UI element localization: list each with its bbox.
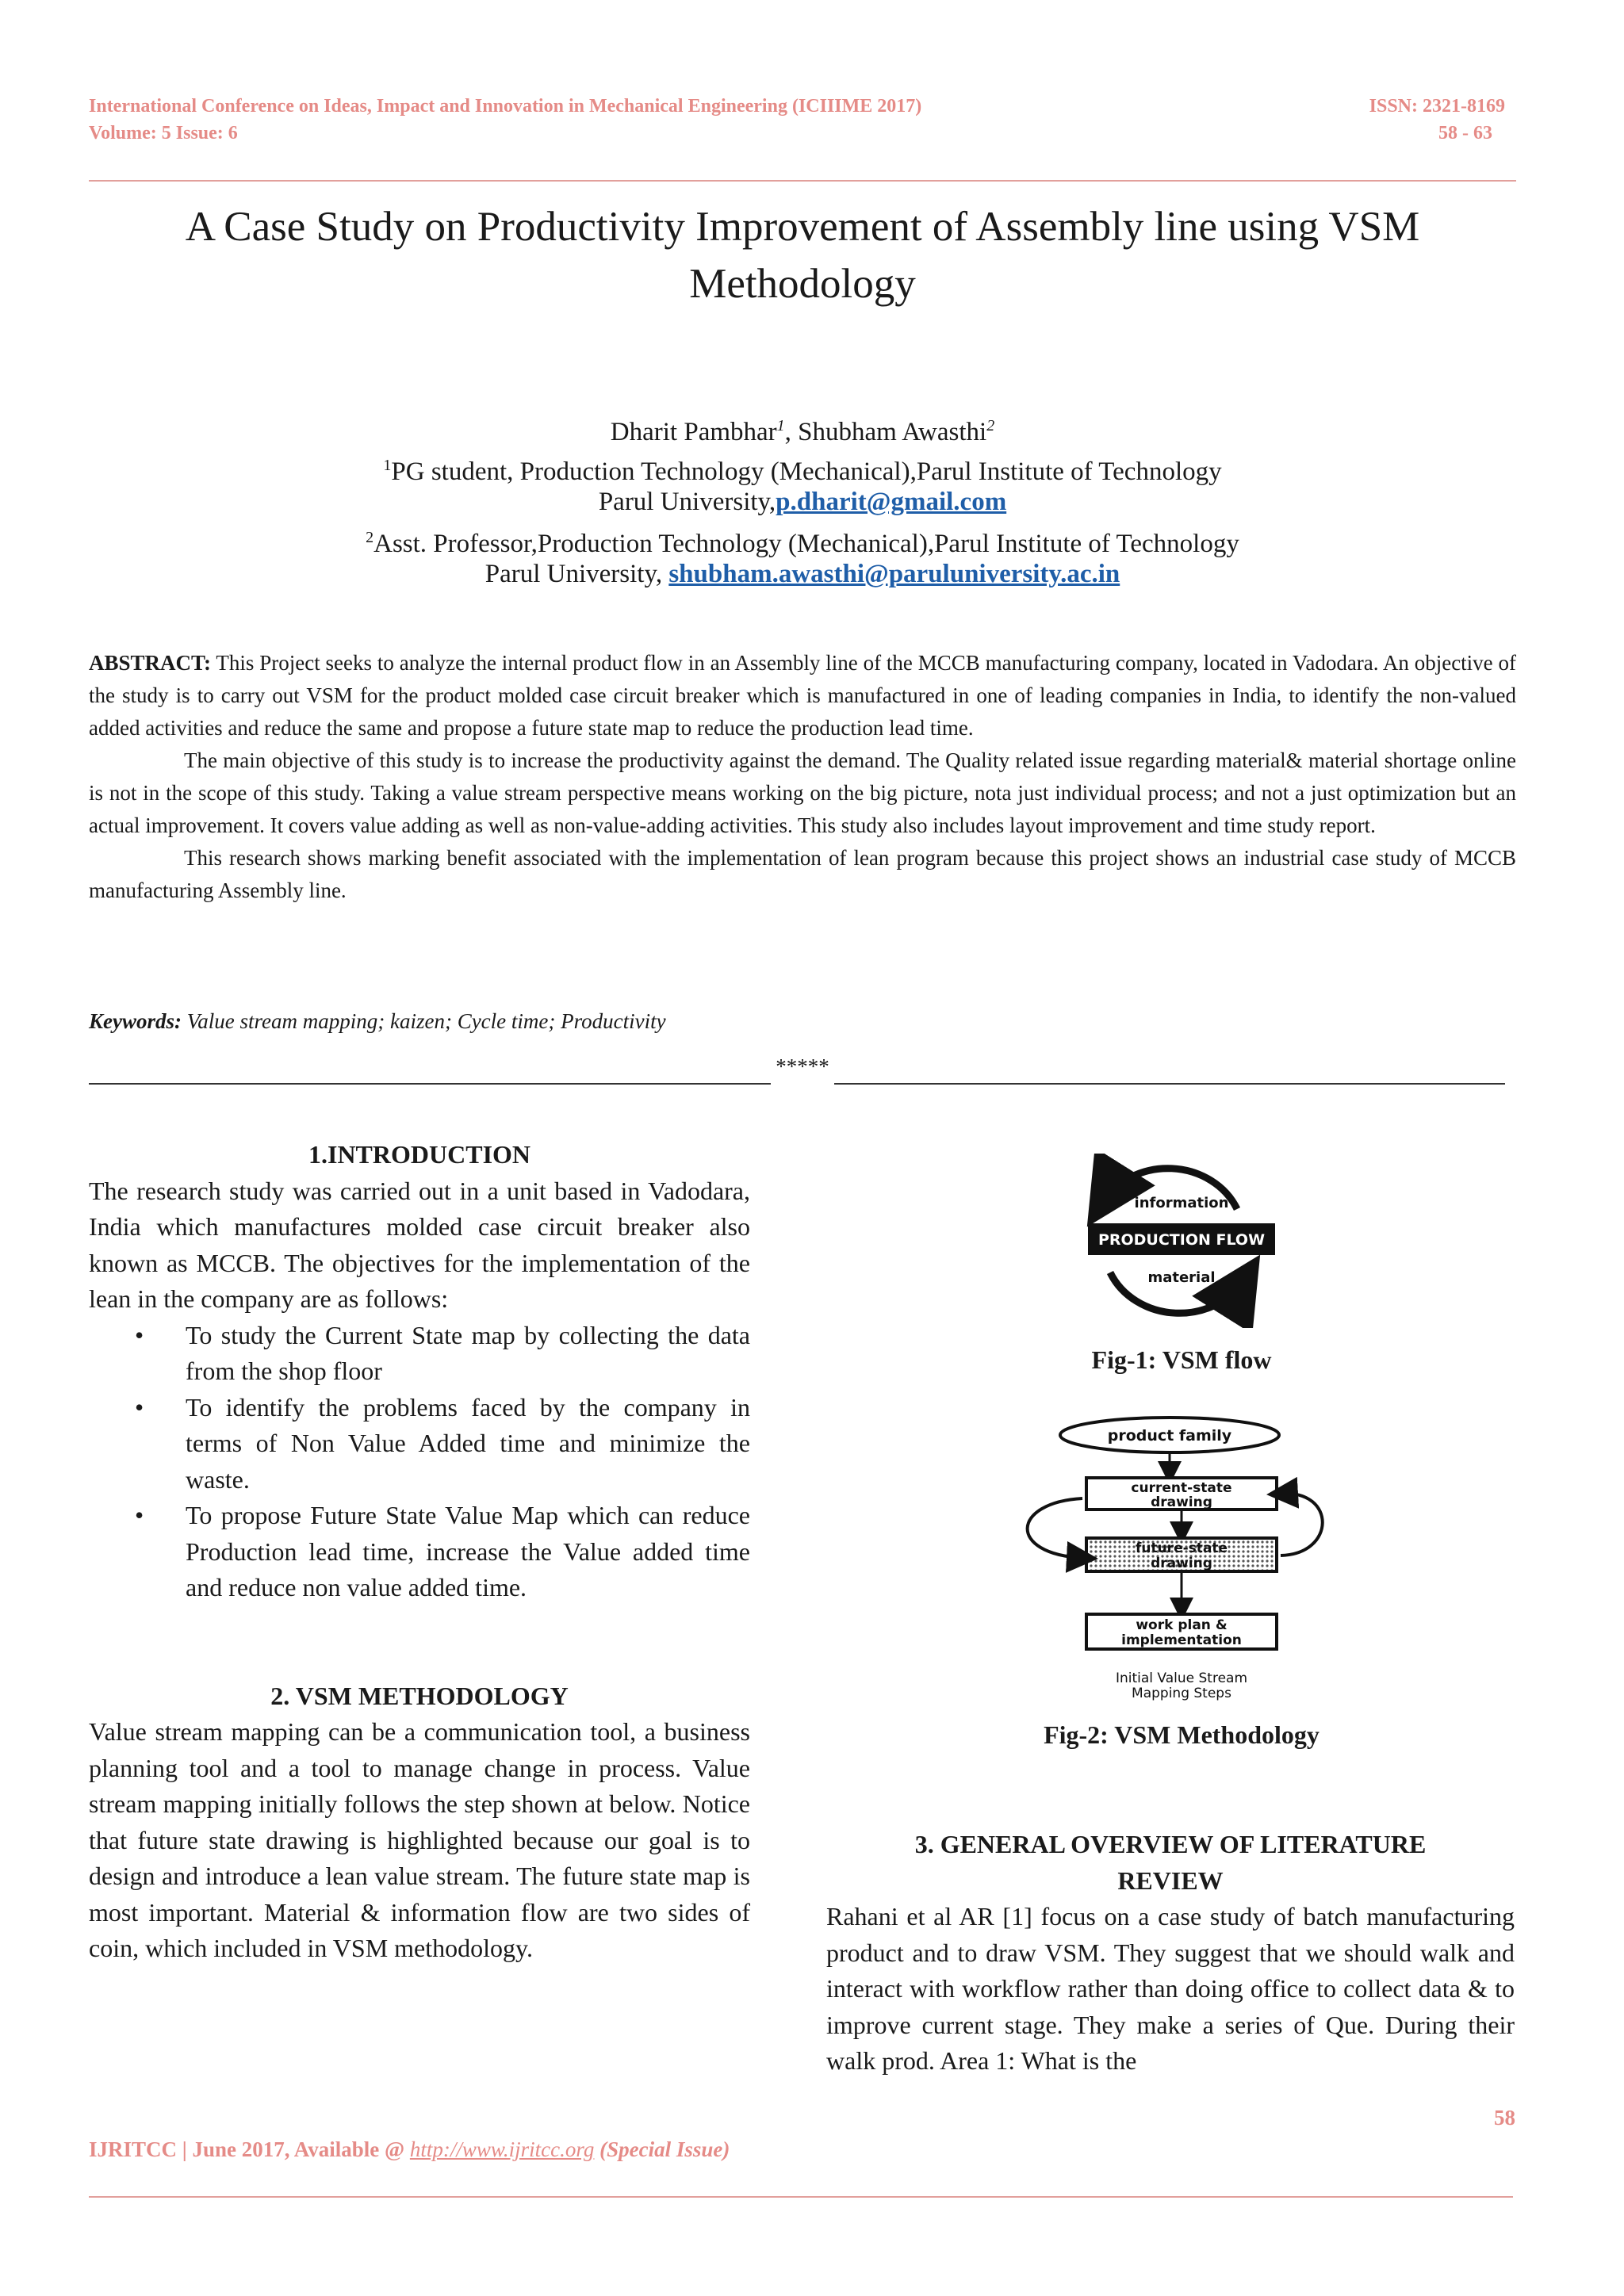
- objectives-list: [89, 1318, 750, 1606]
- future-state-label: future-state: [1135, 1540, 1228, 1556]
- abstract: [89, 647, 1516, 907]
- author-2-sup: 2: [986, 417, 995, 434]
- list-item-text: To propose Future State Value Map which can reduce Production lead time, increase the Value added time and reduce non value added time.: [186, 1501, 750, 1601]
- list-item-text: To study the Current State map by collecting the data from the shop floor: [186, 1320, 750, 1385]
- affiliation-1-line2: [0, 484, 1605, 520]
- author-1-sup: 1: [776, 417, 785, 434]
- conference-name: International Conference on Ideas, Impact and Innovation in Mechanical Engineering (ICIIIME 2017): [89, 96, 922, 117]
- footer-url-link[interactable]: http://www.ijritcc.org: [409, 2137, 595, 2161]
- keywords-text: Value stream mapping; kaizen; Cycle time; Productivity: [186, 1009, 666, 1033]
- list-item: [89, 1498, 750, 1606]
- footer-rule: [89, 2196, 1513, 2198]
- volume-issue: Volume: 5 Issue: 6: [89, 123, 238, 144]
- list-item: [89, 1390, 750, 1498]
- left-loop-arrow: [1028, 1498, 1082, 1558]
- affiliation-2-sup: 2: [366, 529, 374, 546]
- intro-text: The research study was carried out in a unit based in Vadodara, India which manufactures molded case circuit breaker also known as MCCB. The objectives for the implementation of the lean in the company are as follows:: [89, 1176, 750, 1313]
- current-state-label-2: drawing: [1151, 1494, 1212, 1510]
- information-label: information: [1134, 1195, 1229, 1211]
- abstract-paragraph-3: This research shows marking benefit associated with the implementation of lean program because this project shows an industrial case study of MCCB manufacturing Assembly line.: [89, 846, 1516, 902]
- page-number: 58: [1494, 2106, 1515, 2130]
- list-item-text: To identify the problems faced by the company in terms of Non Value Added time and minimize the waste.: [186, 1392, 750, 1494]
- vsm-text: Value stream mapping can be a communication tool, a business planning tool and a tool to manage change in process. Value stream mapping initially follows the step shown at below. Notice that future state drawing is highlighted because our goal is to design and introduce a lean value stream. The future state map is most important. Material & information flow are two sides of coin, which included in VSM methodology.: [89, 1717, 750, 1962]
- production-flow-label: PRODUCTION FLOW: [1097, 1231, 1266, 1249]
- affiliation-2-text: Asst. Professor,Production Technology (Mechanical),Parul Institute of Technology: [373, 530, 1239, 558]
- abstract-paragraph-1: [89, 647, 1516, 744]
- issn: ISSN: 2321-8169: [1369, 96, 1505, 117]
- affiliation-1-sup: 1: [383, 457, 392, 474]
- keywords-label: Keywords:: [89, 1009, 182, 1033]
- right-column: [826, 1827, 1515, 2080]
- author-line: [0, 408, 1605, 450]
- author-2: Shubham Awasthi: [798, 418, 987, 446]
- vsm-flow-figure: [1078, 1154, 1285, 1328]
- separator-stars: *****: [776, 1054, 829, 1078]
- abstract-label: ABSTRACT:: [89, 651, 212, 675]
- figure-2-caption: Fig-2: VSM Methodology: [1044, 1720, 1320, 1749]
- literature-text: Rahani et al AR [1] focus on a case study of batch manufacturing product and to draw VSM. They suggest that we should walk and interact with workflow rather than doing office to collect data & to improve current stage. They make a series of Que. During their walk prod. Area 1: What is the: [826, 1902, 1515, 2075]
- author-1: Dharit Pambhar: [610, 418, 777, 446]
- figure-2-subtitle: Initial Value Stream: [1115, 1670, 1248, 1686]
- product-family-label: product family: [1107, 1427, 1232, 1445]
- figure-2-subtitle-2: Mapping Steps: [1132, 1686, 1231, 1701]
- work-plan-label: work plan &: [1136, 1617, 1228, 1633]
- figure-1-caption: Fig-1: VSM flow: [1091, 1345, 1272, 1374]
- separator-rule-right: [834, 1083, 1505, 1085]
- paper-title: A Case Study on Productivity Improvement of Assembly line using VSM Methodology: [185, 204, 1420, 307]
- section-heading-literature: 3. GENERAL OVERVIEW OF LITERATURE: [914, 1830, 1427, 1858]
- current-state-label: current-state: [1131, 1480, 1232, 1496]
- email-link-1[interactable]: p.dharit@gmail.com: [776, 488, 1007, 516]
- abstract-text-1: This Project seeks to analyze the internal product flow in an Assembly line of the MCCB manufacturing company, located in Vadodara. An objective of the study is to carry out VSM for the product molded case circuit breaker which is manufactured in one of leading companies in India, to identify the non-valued added activities and reduce the same and propose a future state map to reduce the production lead time.: [89, 651, 1516, 740]
- work-plan-label-2: implementation: [1121, 1632, 1242, 1648]
- footer-journal: IJRITCC | June 2017, Available @: [89, 2137, 410, 2161]
- left-column: [89, 1137, 750, 1967]
- bullet-icon: •: [135, 1392, 144, 1422]
- section-heading-vsm-methodology: 2. VSM METHODOLOGY: [270, 1681, 569, 1710]
- section-heading-literature-2: REVIEW: [1117, 1866, 1224, 1895]
- bullet-icon: •: [135, 1501, 144, 1529]
- header-rule: [89, 180, 1516, 182]
- footer-special-issue: (Special Issue): [594, 2137, 730, 2161]
- author-separator: ,: [784, 418, 799, 446]
- separator-rule-left: [89, 1083, 771, 1085]
- affiliation-1-university: Parul University,: [598, 488, 776, 516]
- abstract-paragraph-2: The main objective of this study is to increase the productivity against the demand. The Quality related issue regarding material& material shortage online is not in the scope of this study. Taking a value stream perspective means working on the big picture, nota just individual process; and not a just optimization but an actual improvement. It covers value adding as well as non-value-adding activities. This study also includes layout improvement and time study report.: [89, 748, 1516, 837]
- page-range: 58 - 63: [1438, 123, 1492, 144]
- list-item: [89, 1318, 750, 1390]
- affiliation-1-text: PG student, Production Technology (Mechanical),Parul Institute of Technology: [391, 457, 1222, 486]
- section-heading-introduction: 1.INTRODUCTION: [308, 1140, 531, 1169]
- bullet-icon: •: [135, 1320, 144, 1349]
- future-state-label-2: drawing: [1151, 1556, 1212, 1571]
- email-link-2[interactable]: shubham.awasthi@paruluniversity.ac.in: [668, 560, 1120, 588]
- footer-text: [89, 2137, 730, 2162]
- right-loop-arrow: [1281, 1494, 1323, 1556]
- affiliation-2-line2: [0, 556, 1605, 592]
- keywords: [89, 1005, 1516, 1038]
- material-label: material: [1147, 1269, 1216, 1286]
- vsm-methodology-figure: [1003, 1411, 1336, 1712]
- affiliation-2-university: Parul University,: [485, 560, 669, 588]
